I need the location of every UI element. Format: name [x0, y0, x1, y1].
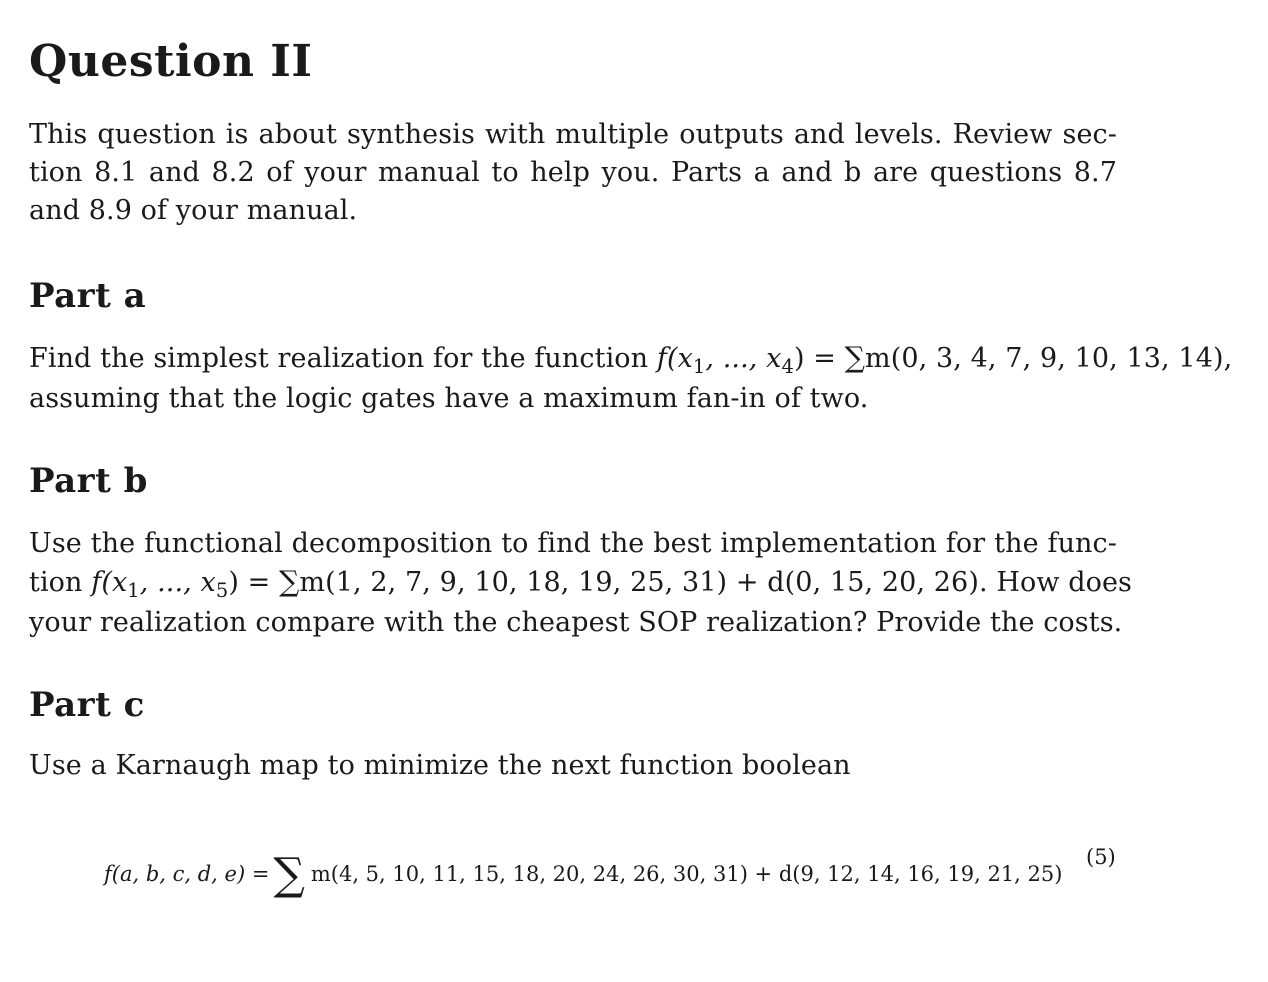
part-a-args-close: ) =	[793, 343, 845, 374]
part-a-text: Find the simplest realization for the function	[29, 343, 657, 374]
part-a-paragraph	[29, 339, 1232, 418]
part-b-line-3: your realization compare with the cheapest SOP realization? Provide the costs.	[29, 607, 1123, 638]
part-c-line-1: Use a Karnaugh map to minimize the next function boolean	[29, 750, 851, 781]
part-b-sub1: 1	[127, 578, 140, 602]
sigma-symbol: ∑	[273, 849, 305, 900]
equation-number: (5)	[1086, 845, 1116, 869]
equation-lhs: f(a, b, c, d, e) =	[104, 862, 270, 886]
part-b-args-open: (x	[101, 567, 128, 598]
part-a-line-2: assuming that the logic gates have a maximum fan-in of two.	[29, 383, 869, 414]
part-a-line-1	[29, 339, 1232, 380]
part-b-args-close: ) =	[228, 567, 280, 598]
part-b-args-mid: , ..., x	[139, 567, 216, 598]
part-b-line-1: Use the functional decomposition to find the best implementation for the func-	[29, 528, 1117, 559]
part-a-sub4: 4	[781, 354, 794, 378]
part-b-heading: Part b	[29, 461, 148, 501]
equation-rhs: m(4, 5, 10, 11, 15, 18, 20, 24, 26, 30, 31) + d(9, 12, 14, 16, 19, 21, 25)	[310, 862, 1063, 886]
part-b-minterms: m(1, 2, 7, 9, 10, 18, 19, 25, 31) + d(0, 15, 20, 26).	[299, 567, 988, 598]
sigma-symbol: ∑	[279, 565, 300, 598]
part-b-paragraph	[29, 525, 1132, 642]
sigma-symbol: ∑	[844, 341, 866, 374]
part-a-args-mid: , ..., x	[705, 343, 782, 374]
part-b-l2-start: tion	[29, 567, 92, 598]
part-a-heading: Part a	[29, 276, 147, 316]
part-a-sub1: 1	[692, 354, 706, 378]
page-title: Question II	[29, 36, 313, 87]
part-a-minterms: m(0, 3, 4, 7, 9, 10, 13, 14),	[865, 343, 1233, 374]
intro-paragraph	[29, 116, 1117, 230]
part-b-line-2	[29, 563, 1132, 604]
part-c-heading: Part c	[29, 685, 145, 725]
part-a-args-open: (x	[666, 343, 693, 374]
part-a-fn: f	[656, 343, 667, 374]
part-b-l2-end: How does	[987, 567, 1133, 598]
intro-line-2: tion 8.1 and 8.2 of your manual to help you. Parts a and b are questions 8.7	[29, 157, 1117, 188]
intro-line-1: This question is about synthesis with multiple outputs and levels. Review sec-	[29, 119, 1117, 150]
part-c-paragraph	[29, 747, 851, 785]
equation-5	[104, 841, 1063, 900]
intro-line-3: and 8.9 of your manual.	[29, 195, 358, 226]
part-b-fn: f	[91, 567, 102, 598]
part-b-sub5: 5	[215, 578, 229, 602]
